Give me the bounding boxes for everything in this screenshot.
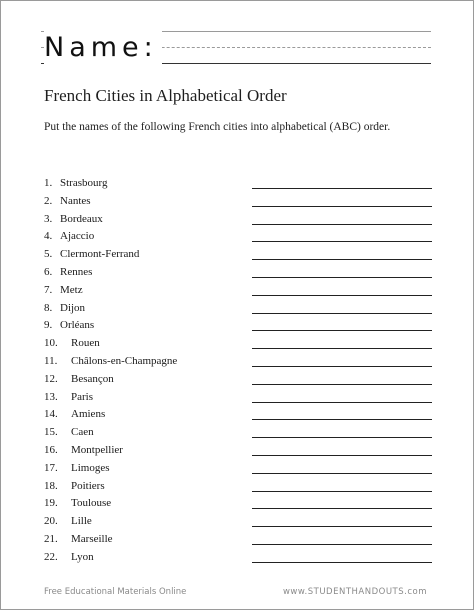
city-name: Clermont-Ferrand — [60, 248, 140, 261]
list-item — [44, 513, 432, 531]
city-name: Amiens — [71, 408, 106, 421]
item-number: 14. — [44, 408, 58, 421]
city-name: Besançon — [71, 372, 114, 385]
city-name: Nantes — [60, 194, 91, 207]
item-number: 8. — [44, 301, 53, 314]
list-item — [44, 282, 432, 300]
list-item — [44, 495, 432, 513]
list-item — [44, 246, 432, 264]
item-number: 4. — [44, 230, 53, 243]
list-item — [44, 549, 432, 567]
answer-line[interactable] — [252, 224, 432, 225]
item-number: 9. — [44, 319, 53, 332]
list-item — [44, 478, 432, 496]
city-name: Rouen — [71, 337, 100, 350]
item-number: 1. — [44, 177, 53, 189]
list-item — [44, 424, 432, 442]
city-name: Rennes — [60, 265, 93, 278]
city-name: Metz — [60, 283, 83, 296]
list-item — [44, 335, 432, 353]
city-name: Marseille — [71, 532, 113, 545]
city-name: Orléans — [60, 319, 95, 332]
footer-left-text: Free Educational Materials Online — [44, 587, 187, 597]
name-label: Name: — [44, 31, 162, 64]
worksheet-instructions: Put the names of the following French cities into alphabetical (ABC) order. — [44, 121, 391, 133]
answer-line[interactable] — [252, 544, 432, 545]
answer-line[interactable] — [252, 384, 432, 385]
item-number: 7. — [44, 283, 53, 296]
answer-line[interactable] — [252, 277, 432, 278]
item-number: 16. — [44, 443, 58, 456]
list-item — [44, 264, 432, 282]
answer-line[interactable] — [252, 419, 432, 420]
city-name: Montpellier — [71, 443, 123, 456]
item-number: 6. — [44, 265, 53, 278]
city-name: Paris — [71, 390, 93, 403]
city-name: Lille — [71, 515, 92, 528]
list-item — [44, 300, 432, 318]
item-number: 21. — [44, 532, 58, 545]
city-name: Caen — [71, 426, 94, 439]
city-name: Dijon — [60, 301, 86, 314]
footer-website: www.STUDENTHANDOUTS.com — [282, 587, 427, 597]
city-name: Ajaccio — [60, 230, 95, 243]
answer-line[interactable] — [252, 437, 432, 438]
answer-line[interactable] — [252, 295, 432, 296]
item-number: 3. — [44, 212, 53, 225]
city-name: Strasbourg — [60, 177, 108, 189]
worksheet-title: French Cities in Alphabetical Order — [44, 86, 287, 105]
answer-line[interactable] — [252, 206, 432, 207]
city-list — [44, 175, 432, 567]
answer-line[interactable] — [252, 366, 432, 367]
item-number: 13. — [44, 390, 58, 403]
item-number: 18. — [44, 479, 58, 492]
list-item — [44, 406, 432, 424]
answer-line[interactable] — [252, 526, 432, 527]
list-item — [44, 317, 432, 335]
list-item — [44, 460, 432, 478]
answer-line[interactable] — [252, 313, 432, 314]
city-name: Bordeaux — [60, 212, 103, 225]
answer-line[interactable] — [252, 188, 432, 189]
item-number: 5. — [44, 248, 53, 261]
answer-line[interactable] — [252, 241, 432, 242]
answer-line[interactable] — [252, 562, 432, 563]
list-item — [44, 211, 432, 229]
city-name: Toulouse — [71, 497, 112, 510]
list-item — [44, 389, 432, 407]
item-number: 15. — [44, 426, 58, 439]
item-number: 19. — [44, 497, 58, 510]
city-name: Poitiers — [71, 479, 105, 492]
item-number: 11. — [44, 354, 58, 367]
item-number: 20. — [44, 515, 58, 528]
list-item — [44, 175, 432, 193]
list-item — [44, 193, 432, 211]
item-number: 2. — [44, 194, 53, 207]
name-field[interactable] — [41, 27, 431, 67]
answer-line[interactable] — [252, 473, 432, 474]
item-number: 22. — [44, 550, 58, 563]
answer-line[interactable] — [252, 508, 432, 509]
answer-line[interactable] — [252, 348, 432, 349]
city-name: Lyon — [71, 550, 94, 563]
answer-line[interactable] — [252, 402, 432, 403]
list-item — [44, 531, 432, 549]
answer-line[interactable] — [252, 259, 432, 260]
list-item — [44, 371, 432, 389]
city-name: Limoges — [71, 461, 110, 474]
list-item — [44, 353, 432, 371]
answer-line[interactable] — [252, 330, 432, 331]
item-number: 10. — [44, 337, 58, 350]
list-item — [44, 442, 432, 460]
list-item — [44, 228, 432, 246]
answer-line[interactable] — [252, 455, 432, 456]
answer-line[interactable] — [252, 491, 432, 492]
item-number: 17. — [44, 461, 58, 474]
city-name: Châlons-en-Champagne — [71, 354, 178, 367]
item-number: 12. — [44, 372, 58, 385]
